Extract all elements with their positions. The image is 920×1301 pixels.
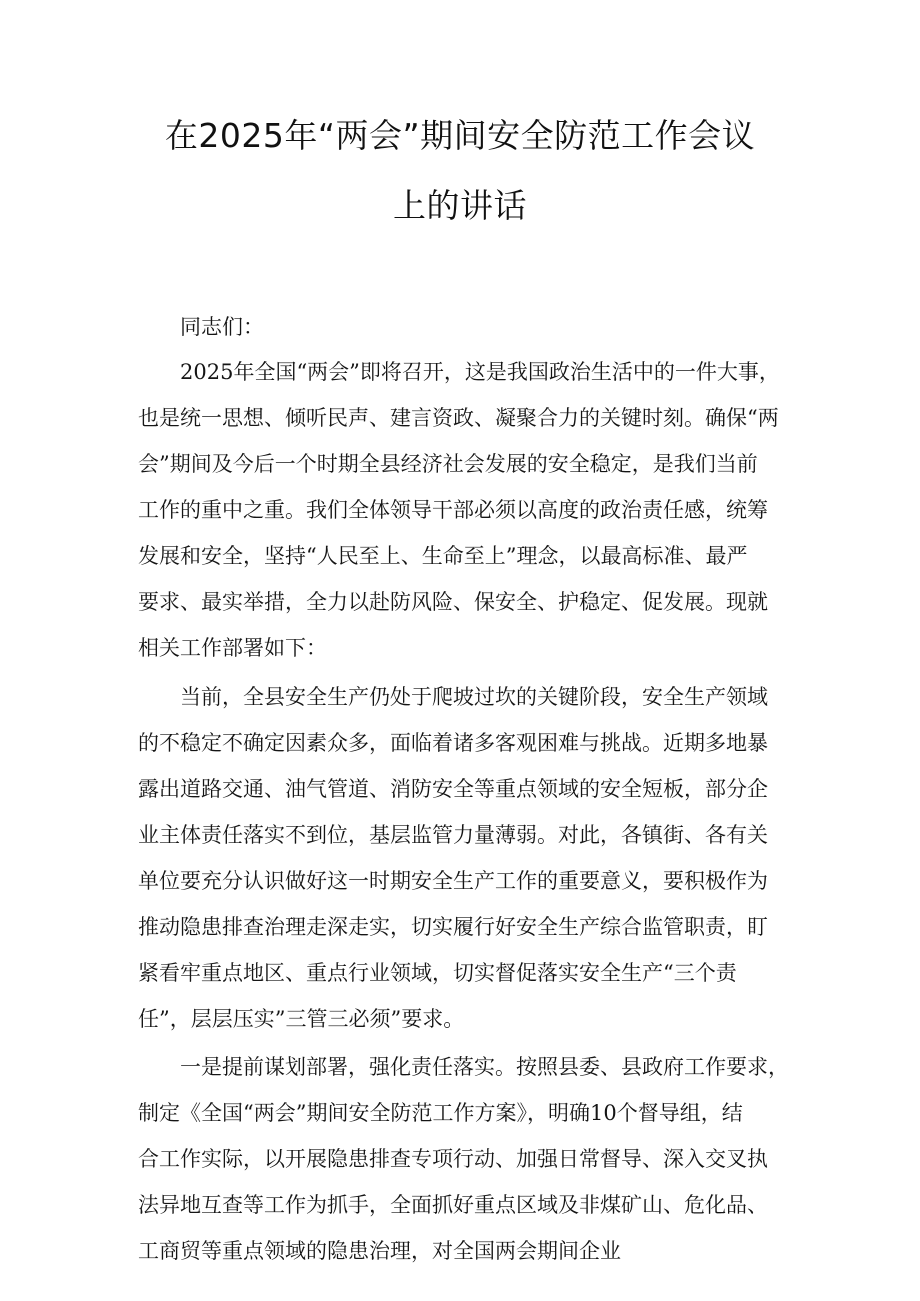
paragraph-1-line: 2025年全国“两会”即将召开，这是我国政治生活中的一件大事， [180, 360, 780, 384]
paragraph-2-line: 任”，层层压实”三管三必须”要求。 [138, 1007, 465, 1031]
document-title-line-2: 上的讲话 [393, 186, 527, 225]
paragraph-1-line: 也是统一思想、倾听民声、建言资政、凝聚合力的关键时刻。确保“两 [138, 406, 779, 430]
document-title-line-1: 在2025年“两会”期间安全防范工作会议 [164, 116, 756, 155]
paragraph-2-line: 露出道路交通、油气管道、消防安全等重点领域的安全短板，部分企 [138, 777, 768, 801]
paragraph-3-line: 工商贸等重点领域的隐患治理，对全国两会期间企业 [138, 1239, 621, 1263]
paragraph-1-line: 会”期间及今后一个时期全县经济社会发展的安全稳定，是我们当前 [138, 452, 758, 476]
paragraph-2-line: 推动隐患排查治理走深走实，切实履行好安全生产综合监管职责，盯 [138, 915, 768, 939]
paragraph-1-line: 相关工作部署如下： [138, 636, 327, 660]
paragraph-1-line: 要求、最实举措，全力以赴防风险、保安全、护稳定、促发展。现就 [138, 590, 768, 614]
paragraph-2-line: 紧看牢重点地区、重点行业领域，切实督促落实安全生产“三个责 [138, 961, 737, 985]
paragraph-3-line: 法异地互查等工作为抓手，全面抓好重点区域及非煤矿山、危化品、 [138, 1193, 768, 1217]
paragraph-1-line: 发展和安全，坚持“人民至上、生命至上”理念，以最高标准、最严 [138, 544, 748, 568]
paragraph-2-line: 当前，全县安全生产仍处于爬坡过坎的关键阶段，安全生产领域 [180, 685, 768, 709]
paragraph-3-line: 制定《全国“两会”期间安全防范工作方案》，明确10个督导组，结 [138, 1101, 743, 1125]
paragraph-2-line: 的不稳定不确定因素众多，面临着诸多客观困难与挑战。近期多地暴 [138, 731, 768, 755]
paragraph-3-line: 一是提前谋划部署，强化责任落实。按照县委、县政府工作要求， [180, 1055, 789, 1079]
greeting: 同志们： [180, 315, 264, 339]
paragraph-2-line: 单位要充分认识做好这一时期安全生产工作的重要意义，要积极作为 [138, 869, 768, 893]
paragraph-1-line: 工作的重中之重。我们全体领导干部必须以高度的政治责任感，统筹 [138, 498, 768, 522]
paragraph-2-line: 业主体责任落实不到位，基层监管力量薄弱。对此，各镇街、各有关 [138, 823, 768, 847]
paragraph-3-line: 合工作实际，以开展隐患排查专项行动、加强日常督导、深入交叉执 [138, 1147, 768, 1171]
